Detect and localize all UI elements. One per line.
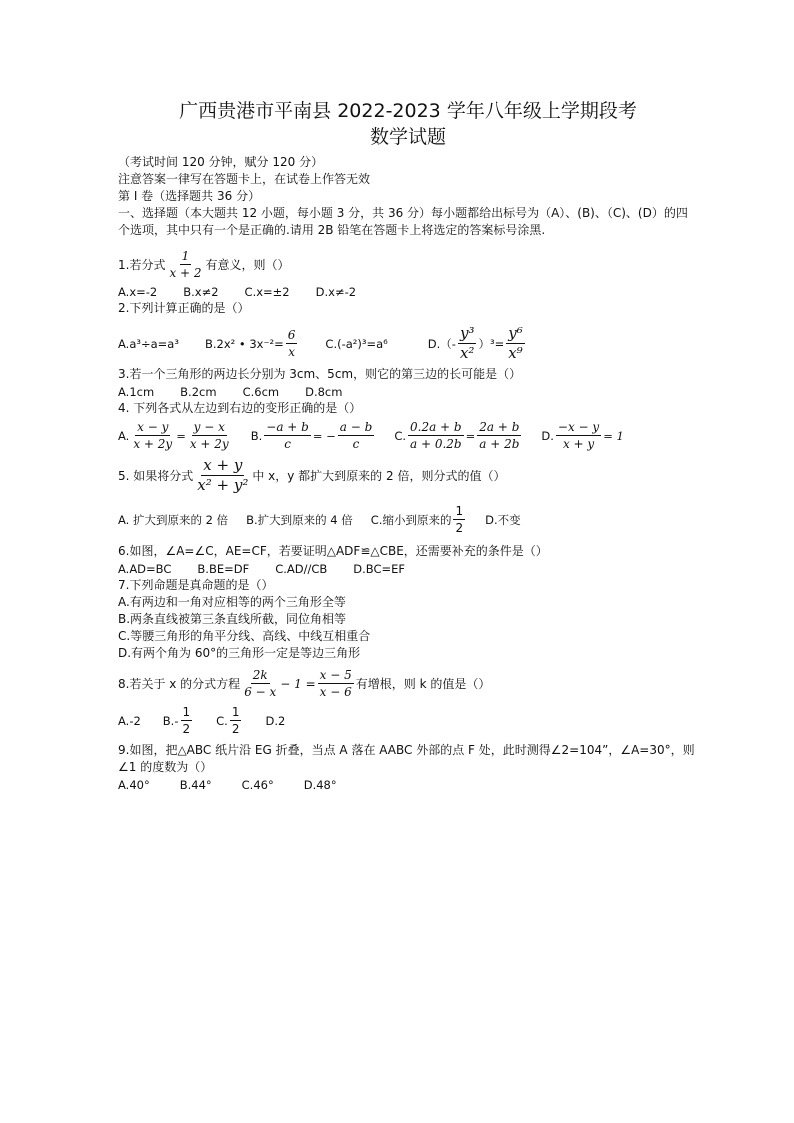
q4-d-num: −x − y <box>557 420 600 434</box>
q4-c-equals: = <box>465 428 476 443</box>
q9-option-a: A.40° <box>118 778 150 792</box>
q7-option-b: B.两条直线被第三条直线所截，同位角相等 <box>118 612 347 626</box>
q8-option-d: D.2 <box>265 713 286 728</box>
q4-options <box>118 420 698 451</box>
q1-denominator: x + 2 <box>169 266 202 280</box>
q2-d-numerator-left: y³ <box>459 324 475 342</box>
q8-b-fraction <box>181 705 193 736</box>
q5-c-denominator: 2 <box>455 521 464 535</box>
q2-option-a: A.a³÷a=a³ <box>118 336 179 351</box>
q4-option-d <box>541 420 623 451</box>
q2-d-prefix: D.（- <box>427 336 456 351</box>
q2-option-d <box>428 325 527 362</box>
q3-option-a: A.1cm <box>118 385 155 399</box>
q8-b-prefix: B.- <box>162 713 179 728</box>
q8-mid: − 1 = <box>280 676 316 691</box>
q5-c-prefix: C.缩小到原来的 <box>370 512 452 527</box>
question-6: 6.如图，∠A=∠C，AE=CF，若要证明△ADF≌△CBE，还需要补充的条件是（） <box>118 544 548 558</box>
q2-d-numerator-right: y⁶ <box>508 324 523 342</box>
q8-prefix: 8.若关于 x 的分式方程 <box>118 677 241 691</box>
q8-c-numerator: 1 <box>231 705 240 719</box>
q4-option-c <box>394 420 523 451</box>
q5-suffix: 中 x，y 都扩大到原来的 2 倍，则分式的值（） <box>252 469 506 483</box>
q7-option-c: C.等腰三角形的角平分线、高线、中线互相重合 <box>118 629 371 643</box>
q3-option-d: D.8cm <box>305 385 343 399</box>
q1-option-d: D.x≠-2 <box>315 285 357 299</box>
q4-c-label: C. <box>394 428 406 443</box>
q4-d-tail: = 1 <box>603 428 624 443</box>
q4-d-label: D. <box>541 428 554 443</box>
q4-option-b <box>251 420 377 451</box>
question-7: 7.下列命题是真命题的是（） <box>118 578 274 592</box>
q1-numerator: 1 <box>181 249 190 263</box>
q4-b-fraction-left <box>264 420 311 451</box>
q2-option-b <box>205 328 299 359</box>
q3-option-b: B.2cm <box>180 385 217 399</box>
q2-d-fraction-right <box>506 325 525 362</box>
q8-c-denominator: 2 <box>231 722 240 736</box>
q6-option-b: B.BE=DF <box>197 562 250 576</box>
q4-b-num-left: −a + b <box>266 420 309 434</box>
q9-option-d: D.48° <box>303 778 337 792</box>
q9-option-c: C.46° <box>241 778 274 792</box>
q8-options <box>118 705 698 736</box>
question-5 <box>118 457 698 494</box>
q1-option-b: B.x≠2 <box>183 285 219 299</box>
q1-options <box>118 284 698 300</box>
exam-page <box>118 98 698 793</box>
q4-a-num-left: x − y <box>137 420 169 434</box>
q4-c-fraction-left <box>408 420 464 451</box>
q9-options <box>118 777 698 793</box>
exam-title: 广西贵港市平南县 2022-2023 学年八年级上学期段考 <box>179 100 637 122</box>
q8-fraction-left <box>242 668 278 699</box>
q4-d-den: x + y <box>562 437 595 451</box>
section1-heading: 一、选择题（本大题共 12 小题，每小题 3 分，共 36 分）每小题都给出标号为（A）、(B)、（C)、(D）的四个选项，其中只有一个是正确的.请用 2B 铅笔在答题卡上将选定的答案标号涂黑. <box>118 206 688 237</box>
q4-b-label: B. <box>250 428 263 443</box>
q4-c-den-right: a + 2b <box>479 437 520 451</box>
q5-denominator: x² + y² <box>197 476 249 494</box>
q3-option-c: C.6cm <box>242 385 280 399</box>
q4-b-fraction-right <box>338 420 375 451</box>
q4-a-num-right: y − x <box>193 420 225 434</box>
q8-suffix: 有增根，则 k 的值是（） <box>355 677 491 691</box>
q5-option-b: B.扩大到原来的 4 倍 <box>246 512 353 527</box>
q2-d-denominator-left: x² <box>459 344 475 362</box>
part1-heading: 第 I 卷（选择题共 36 分） <box>118 189 261 203</box>
q4-a-den-left: x + 2y <box>133 437 173 451</box>
q1-suffix: 有意义，则（） <box>205 258 290 272</box>
q4-b-mid: = − <box>312 428 336 443</box>
q8-c-fraction <box>230 705 242 736</box>
q8-num-left: 2k <box>252 668 268 682</box>
q5-option-a: A. 扩大到原来的 2 倍 <box>118 512 229 527</box>
q2-b-denominator: x <box>288 345 295 359</box>
q9-option-b: B.44° <box>179 778 212 792</box>
q4-b-den-left: c <box>284 437 291 451</box>
q6-option-a: A.AD=BC <box>118 562 172 576</box>
q8-fraction-right <box>318 668 354 699</box>
q2-d-mid: ）³= <box>478 336 505 351</box>
q4-c-fraction-right <box>477 420 521 451</box>
q2-options <box>118 325 698 362</box>
q5-c-fraction <box>453 504 465 535</box>
q5-numerator: x + y <box>203 456 243 474</box>
q5-options <box>118 504 698 535</box>
q1-option-c: C.x=±2 <box>244 285 290 299</box>
q4-a-den-right: x + 2y <box>189 437 229 451</box>
question-9: 9.如图，把△ABC 纸片沿 EG 折叠，当点 A 落在 AABC 外部的点 F 处，此时测得∠2=104”，∠A=30°，则∠1 的度数为（） <box>118 743 695 774</box>
q6-option-d: D.BC=EF <box>353 562 406 576</box>
q2-option-c: C.(-a²)³=a⁶ <box>325 336 388 351</box>
q5-prefix: 5. 如果将分式 <box>118 469 194 483</box>
q4-a-equals: = <box>176 428 186 443</box>
q4-d-fraction <box>556 420 601 451</box>
q4-b-den-right: c <box>352 437 360 451</box>
question-3: 3.若一个三角形的两边长分别为 3cm、5cm，则它的第三边的长可能是（） <box>118 367 522 381</box>
q5-option-d: D.不变 <box>485 512 521 527</box>
q2-d-fraction-left <box>458 325 477 362</box>
q8-option-b <box>163 705 194 736</box>
q8-den-left: 6 − x <box>244 685 277 699</box>
q2-b-fraction <box>286 328 298 359</box>
q4-option-a <box>118 420 233 451</box>
question-4: 4. 下列各式从左边到右边的变形正确的是（） <box>118 401 362 415</box>
q8-b-denominator: 2 <box>182 722 191 736</box>
question-8 <box>118 668 698 699</box>
q3-options <box>118 384 698 400</box>
q4-c-num-right: 2a + b <box>479 420 520 434</box>
q6-options <box>118 561 698 577</box>
instruction-note: 注意答案一律写在答题卡上，在试卷上作答无效 <box>118 172 371 186</box>
q1-prefix: 1.若分式 <box>118 258 166 272</box>
question-1 <box>118 249 698 280</box>
q8-option-a: A.-2 <box>118 713 141 728</box>
q4-a-label: A. <box>118 428 130 443</box>
q5-option-c <box>371 504 467 535</box>
q2-b-numerator: 6 <box>287 328 296 342</box>
q2-b-prefix: B.2x² • 3x⁻²= <box>204 336 284 351</box>
q4-c-den-left: a + 0.2b <box>410 437 462 451</box>
q5-fraction <box>195 457 250 494</box>
q4-a-fraction-right <box>188 420 231 451</box>
q8-c-prefix: C. <box>216 713 228 728</box>
q8-num-right: x − 5 <box>319 668 352 682</box>
q7-option-a: A.有两边和一角对应相等的两个三角形全等 <box>118 595 346 609</box>
time-note: （考试时间 120 分钟，赋分 120 分） <box>118 155 324 169</box>
q6-option-c: C.AD//CB <box>275 562 328 576</box>
q4-c-num-left: 0.2a + b <box>410 420 462 434</box>
q4-b-num-right: a − b <box>339 420 373 434</box>
q8-den-right: x − 6 <box>319 685 352 699</box>
q5-c-numerator: 1 <box>455 504 464 518</box>
q8-b-numerator: 1 <box>182 705 191 719</box>
q8-option-c <box>216 705 243 736</box>
q2-d-denominator-right: x⁹ <box>508 344 523 362</box>
q1-fraction <box>167 249 203 280</box>
question-2: 2.下列计算正确的是（） <box>118 301 250 315</box>
q4-a-fraction-left <box>131 420 174 451</box>
q1-option-a: A.x=-2 <box>118 285 158 299</box>
q7-option-d: D.有两个角为 60°的三角形一定是等边三角形 <box>118 646 361 660</box>
exam-subtitle: 数学试题 <box>369 126 446 148</box>
